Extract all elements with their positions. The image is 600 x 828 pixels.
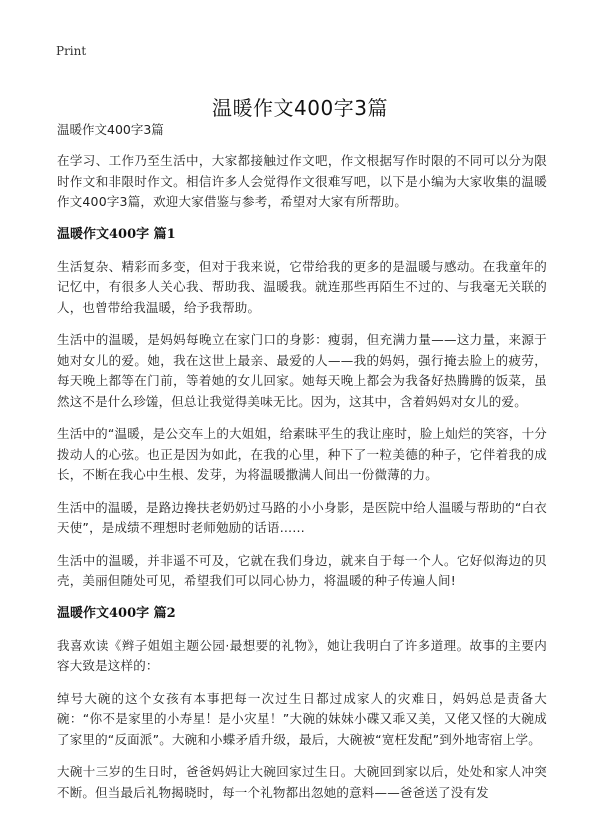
article-body — [57, 120, 547, 815]
print-label: Print — [56, 44, 87, 58]
section-1-paragraph-1: 生活复杂、精彩而多变，但对于我来说，它带给我的更多的是温暖与感动。在我童年的记忆中，有很多人关心我、帮助我、温暖我。就连那些再陌生不过的、与我毫无关联的人，也曾带给我温暖，给予我帮助。 — [57, 258, 547, 315]
section-1-paragraph-5: 生活中的温暖，并非遥不可及，它就在我们身边，就来自于每一个人。它好似海边的贝壳，美丽但随处可见，希望我们可以同心协力，将温暖的种子传遍人间! — [57, 552, 547, 588]
section-1-paragraph-3: 生活中的“温暖，是公交车上的大姐姐，给素昧平生的我让座时，脸上灿烂的笑容，十分拨动人的心弦。也正是因为如此，在我的心里，种下了一粒美德的种子，它伴着我的成长，不断在我心中生根、发芽，为将温暖撒满人间出一份微薄的力。 — [57, 426, 547, 482]
section-1-paragraph-4: 生活中的温暖，是路边搀扶老奶奶过马路的小小身影，是医院中给人温暖与帮助的“白衣天使”，是成绩不理想时老师勉励的话语…… — [57, 499, 547, 535]
page-title: 温暖作文400字3篇 — [212, 96, 388, 121]
section-heading-1: 温暖作文400字 篇1 — [57, 226, 176, 242]
section-2-paragraph-1: 我喜欢读《辫子姐姐主题公园·最想要的礼物》，她让我明白了许多道理。故事的主要内容大致是这样的： — [57, 637, 547, 673]
section-2-paragraph-3: 大碗十三岁的生日时，爸爸妈妈让大碗回家过生日。大碗回到家以后，处处和家人冲突不断。但当最后礼物揭晓时，每一个礼物都出忽她的意料——爸爸送了没有发 — [57, 764, 547, 800]
section-heading-2: 温暖作文400字 篇2 — [57, 605, 176, 621]
article-subtitle: 温暖作文400字3篇 — [57, 122, 164, 137]
section-1-paragraph-2: 生活中的温暖，是妈妈每晚立在家门口的身影：瘦弱，但充满力量——这力量，来源于她对女儿的爱。她，我在这世上最亲、最爱的人——我的妈妈，强行掩去脸上的疲劳，每天晚上都等在门前，等着她的女儿回家。她每天晚上都会为我备好热腾腾的饭菜，虽然这不是什么珍馐，但总让我觉得美味无比。因为，这其中，含着妈妈对女儿的爱。 — [57, 332, 547, 409]
intro-paragraph: 在学习、工作乃至生活中，大家都接触过作文吧，作文根据写作时限的不同可以分为限时作文和非限时作文。相信许多人会觉得作文很难写吧，以下是小编为大家收集的温暖作文400字3篇，欢迎大家借鉴与参考，希望对大家有所帮助。 — [57, 153, 547, 209]
section-2-paragraph-2: 绰号大碗的这个女孩有本事把每一次过生日都过成家人的灾难日，妈妈总是责备大碗：“你不是家里的小寿星！是小灾星！”大碗的妹妹小碟又乖又美，又佬又怪的大碗成了家里的“反面派”。大碗和小蝶矛盾升级，最后，大碗被“宽枉发配”到外地寄宿上学。 — [57, 690, 547, 747]
